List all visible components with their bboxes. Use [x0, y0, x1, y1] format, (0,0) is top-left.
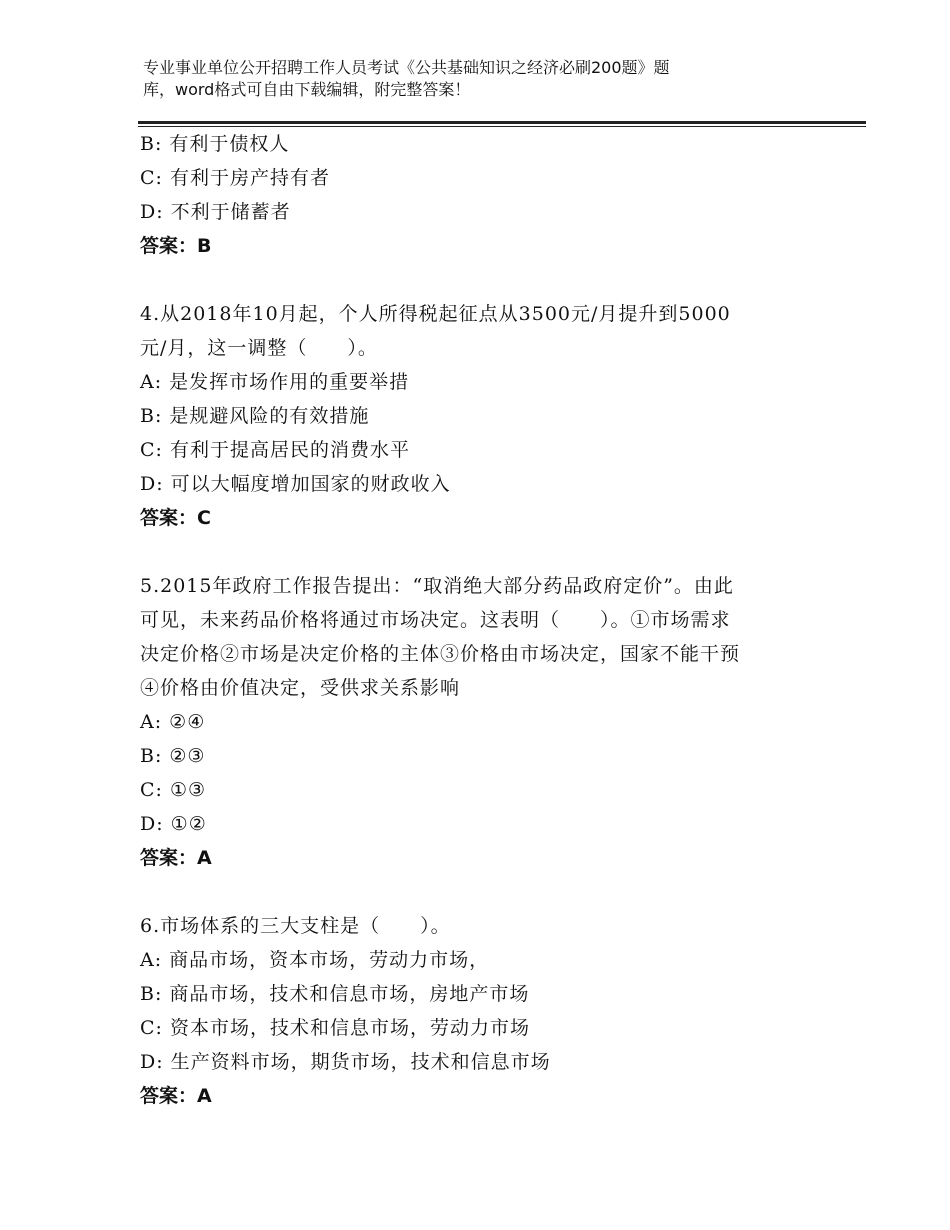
option-a: A: 商品市场，资本市场，劳动力市场， — [140, 949, 490, 971]
option-b: B: 商品市场，技术和信息市场，房地产市场 — [140, 983, 530, 1005]
spacer — [140, 875, 800, 909]
question-stem-line: 6.市场体系的三大支柱是（ ）。 — [140, 915, 451, 937]
question-stem-line: 5.2015年政府工作报告提出：“取消绝大部分药品政府定价”。由此 — [140, 575, 734, 597]
question-stem-line: ④价格由价值决定，受供求关系影响 — [140, 677, 461, 699]
option-b: B: ②③ — [140, 745, 206, 767]
question-6-block — [140, 909, 800, 1113]
option-a: A: 是发挥市场作用的重要举措 — [140, 371, 410, 393]
option-d: D: 生产资料市场，期货市场，技术和信息市场 — [140, 1051, 551, 1073]
answer-line: 答案：A — [140, 1085, 212, 1107]
spacer — [140, 535, 800, 569]
question-3-block — [140, 127, 800, 263]
option-c: C: 有利于房产持有者 — [140, 167, 330, 189]
answer-line: 答案：C — [140, 507, 211, 529]
option-d: D: ①② — [140, 813, 207, 835]
header-title-line-2: 库，word格式可自由下载编辑，附完整答案！ — [143, 80, 471, 99]
question-4-block — [140, 297, 800, 535]
document-body — [140, 127, 800, 1113]
question-stem-line: 4.从2018年10月起，个人所得税起征点从3500元/月提升到5000 — [140, 303, 731, 325]
option-c: C: 资本市场，技术和信息市场，劳动力市场 — [140, 1017, 530, 1039]
spacer — [140, 263, 800, 297]
option-c: C: ①③ — [140, 779, 207, 801]
option-c: C: 有利于提高居民的消费水平 — [140, 439, 410, 461]
question-stem-line: 元/月，这一调整（ ）。 — [140, 337, 378, 359]
answer-line: 答案：B — [140, 235, 212, 257]
option-b: B: 是规避风险的有效措施 — [140, 405, 370, 427]
option-d: D: 可以大幅度增加国家的财政收入 — [140, 473, 451, 495]
question-5-block — [140, 569, 800, 875]
answer-line: 答案：A — [140, 847, 212, 869]
document-header — [143, 57, 783, 101]
header-rule-thick — [138, 121, 866, 124]
question-stem-line: 可见，未来药品价格将通过市场决定。这表明（ ）。①市场需求 — [140, 609, 731, 631]
option-d: D: 不利于储蓄者 — [140, 201, 291, 223]
header-title-line-1: 专业事业单位公开招聘工作人员考试《公共基础知识之经济必刷200题》题 — [143, 58, 670, 77]
question-stem-line: 决定价格②市场是决定价格的主体③价格由市场决定，国家不能干预 — [140, 643, 741, 665]
option-a: A: ②④ — [140, 711, 206, 733]
option-b: B: 有利于债权人 — [140, 133, 290, 155]
